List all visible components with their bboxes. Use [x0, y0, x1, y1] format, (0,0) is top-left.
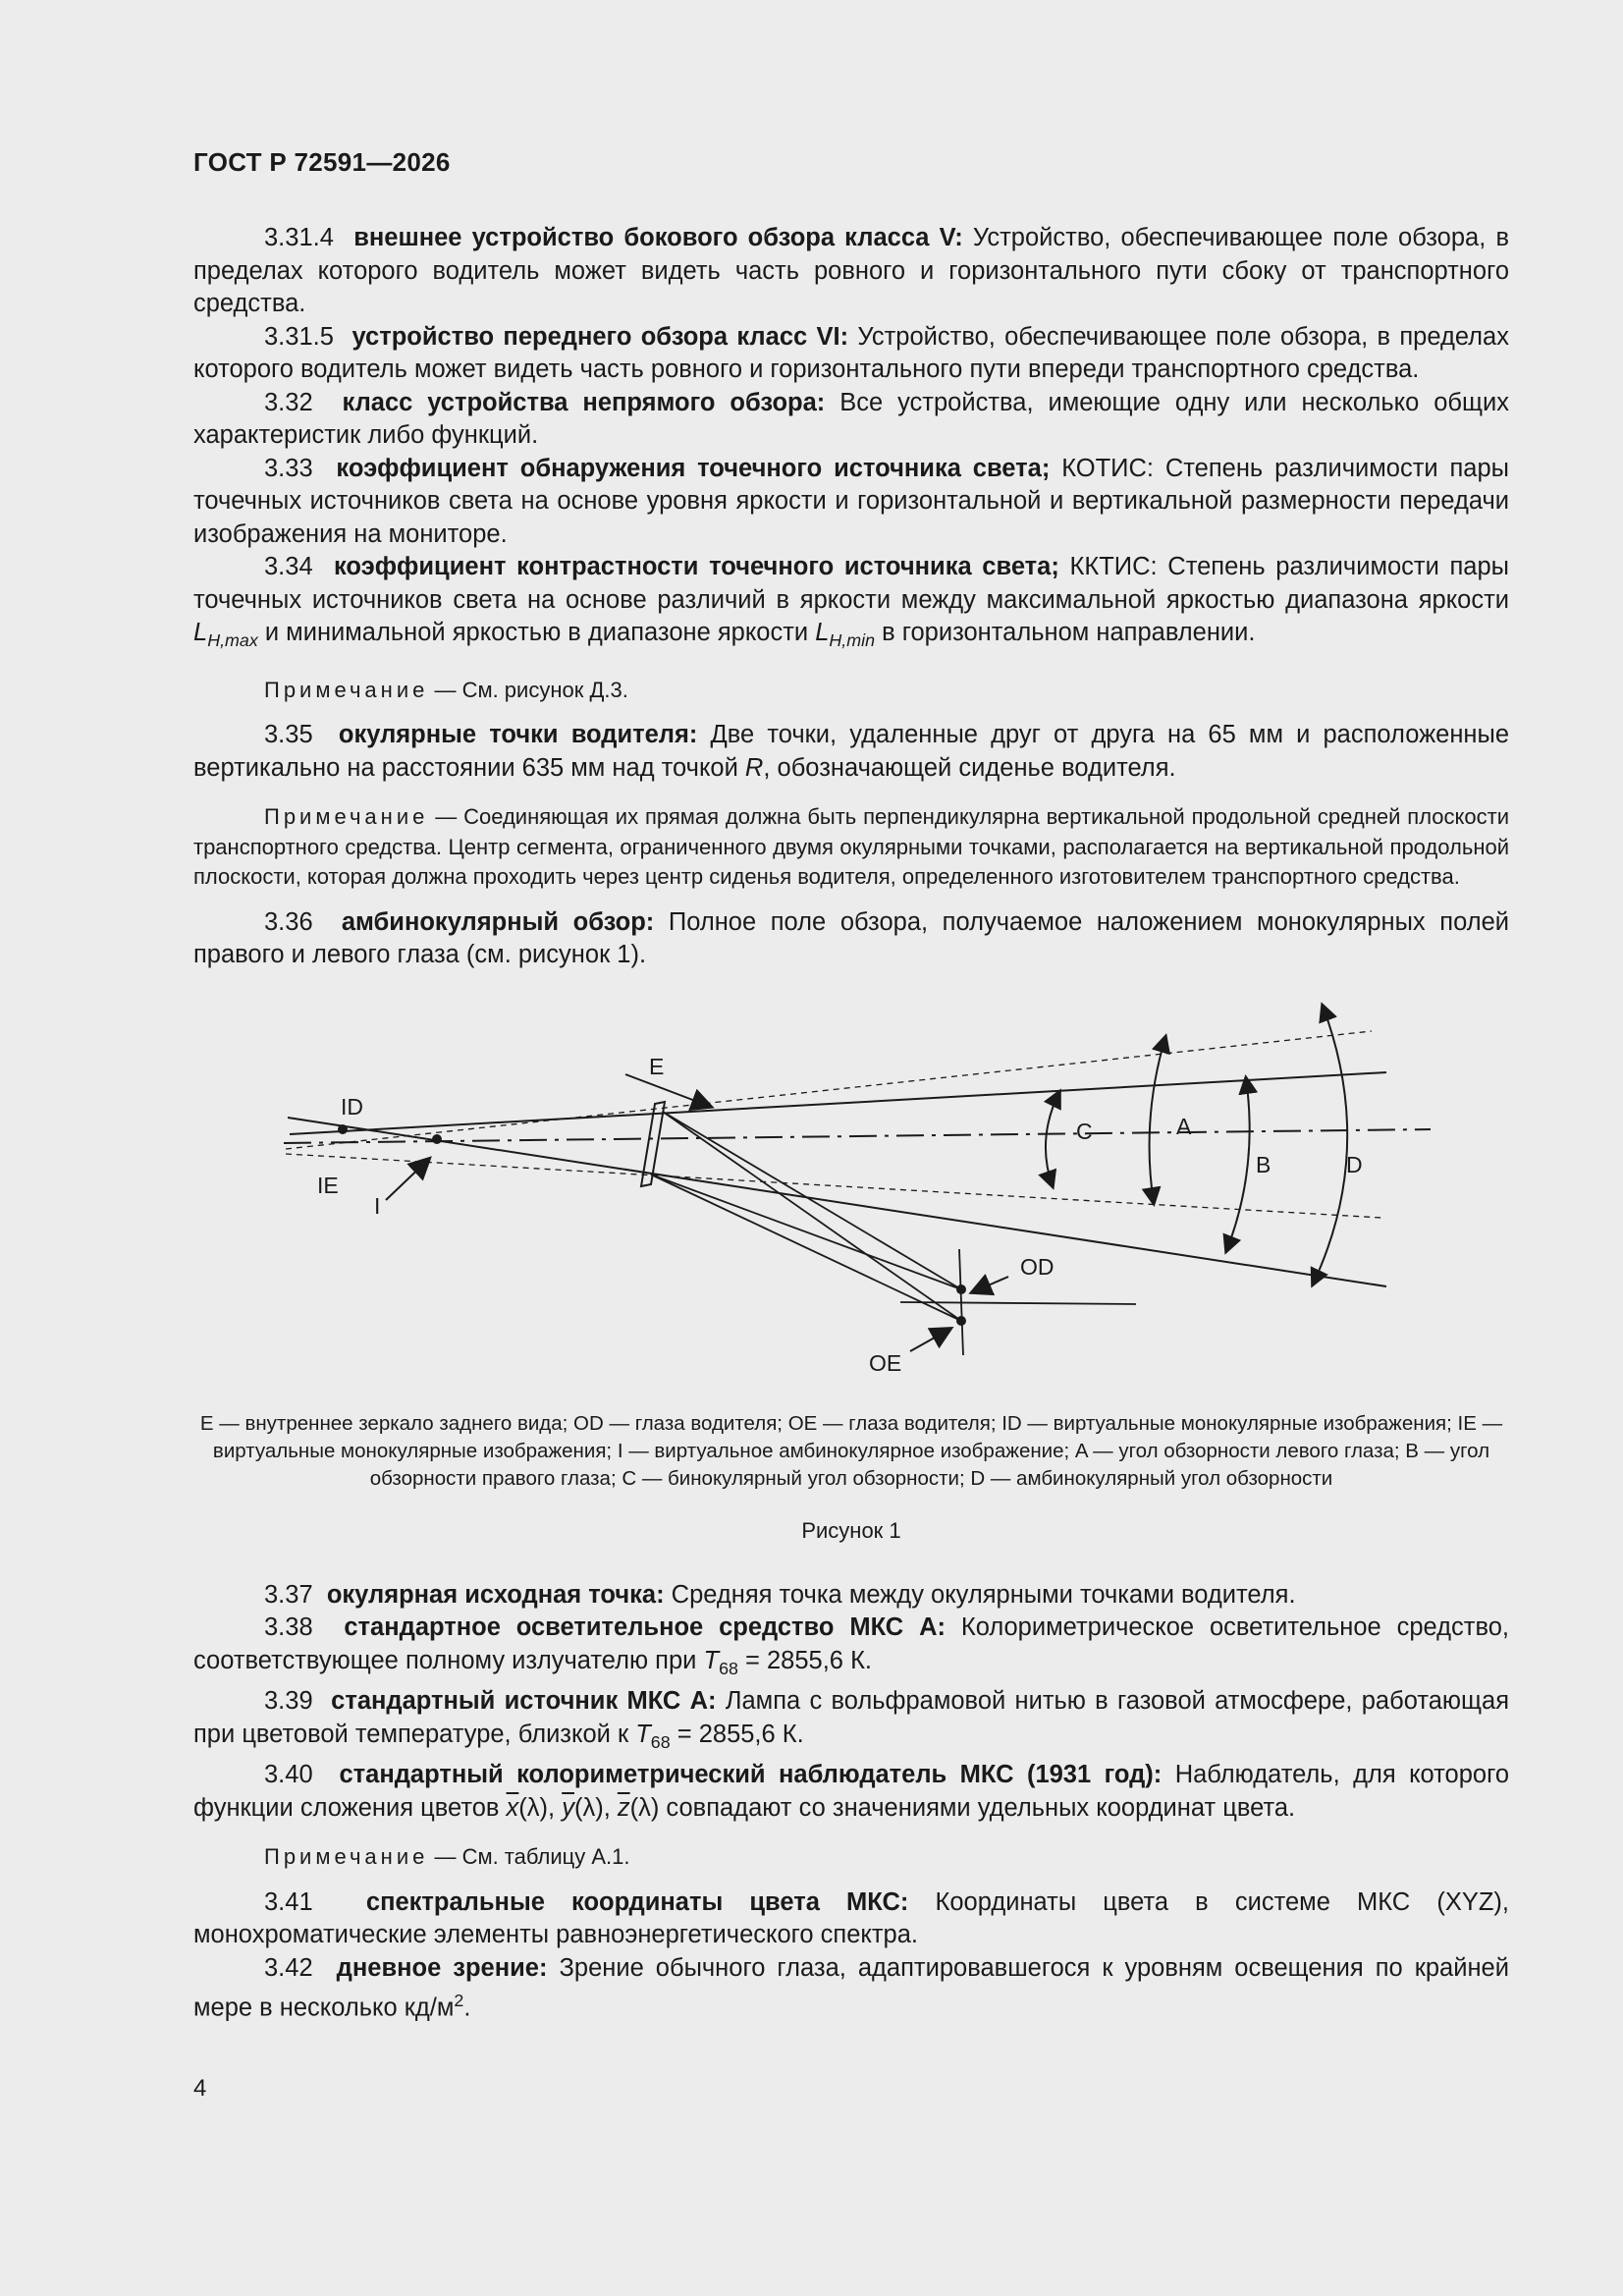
angle-b-arc — [1226, 1078, 1250, 1251]
clause-text: = 2855,6 К. — [670, 1720, 804, 1748]
temperature-subscript: 68 — [719, 1658, 738, 1678]
clause-text: Зрение обычного глаза, адаптировавшегося к уровням освещения по крайней мере в несколько кд/м — [193, 1953, 1509, 2022]
clause-term: дневное зрение: — [336, 1953, 548, 1982]
note-3 — [193, 1842, 1509, 1873]
point-od — [956, 1285, 966, 1294]
clause-text: Полное поле обзора, получаемое наложением монокулярных полей правого и левого глаза (см. рисунок 1). — [193, 907, 1509, 969]
center-axis — [284, 1129, 1431, 1143]
clause-number: 3.42 — [264, 1953, 313, 1982]
angle-a-arc — [1150, 1037, 1165, 1203]
clause-text: и минимальной яркостью в диапазоне яркости — [257, 619, 816, 646]
note-text: — Соединяющая их прямая должна быть перпендикулярна вертикальной продольной средней плоскости транспортного средства. Центр сегмента, ограниченного двумя окулярными точками, располагается на вертикальной продольной плоскости, которая должна проходить через центр сиденья водителя, определенного изготовителем транспортного средства. — [193, 804, 1509, 890]
clause-3-41 — [193, 1886, 1509, 1952]
upper-ray — [290, 1072, 1386, 1134]
luminance-symbol: L — [193, 619, 208, 646]
clause-3-34 — [193, 551, 1509, 658]
luminance-max-subscript: H,max — [207, 630, 258, 651]
lambda: (λ) — [518, 1793, 549, 1822]
clause-3-36 — [193, 906, 1509, 972]
clause-number: 3.38 — [264, 1613, 313, 1642]
field-of-view-diagram — [193, 992, 1509, 1394]
clause-3-38 — [193, 1612, 1509, 1685]
clause-term: спектральные координаты цвета МКС: — [365, 1887, 909, 1916]
temperature-symbol: T — [703, 1646, 720, 1674]
clause-3-40: 3.40 стандартный колориметрический наблюдатель МКС (1931 год): Наблюдатель, для которого функции сложения цветов $\overline{x}(\lambda)$, $\overline{y}(\lambda)$, $\overline{z}(\lambda)$ совпадают со значениями удельных координат цвета. — [193, 1761, 1509, 1822]
label-i: I — [374, 1192, 381, 1219]
label-id: ID — [341, 1093, 363, 1120]
label-oe: OE — [869, 1349, 902, 1376]
clause-number: 3.37 — [264, 1580, 313, 1609]
clause-term: коэффициент контрастности точечного источника света; — [333, 553, 1059, 580]
clause-number: 3.31.4 — [264, 224, 334, 251]
temperature-subscript: 68 — [650, 1731, 671, 1752]
clause-text: Устройство, обеспечивающее поле обзора, в пределах которого водитель может видеть часть ровного и горизонтального пути сбоку от транспортного средства. — [193, 224, 1509, 317]
note-2 — [193, 802, 1509, 893]
pointer-oe — [910, 1329, 950, 1351]
clause-term: внешнее устройство бокового обзора класса V: — [353, 224, 963, 251]
clause-number: 3.41 — [264, 1887, 313, 1916]
note-label: Примечание — [264, 1844, 429, 1870]
clause-term: стандартный источник МКС А: — [331, 1687, 717, 1716]
clause-term: стандартное осветительное средство МКС А: — [344, 1613, 946, 1642]
clause-text: ККТИС: Степень различимости пары точечных источников света на основе различий в яркости между максимальной яркостью диапазона яркости — [193, 553, 1509, 614]
clause-term: окулярная исходная точка: — [326, 1580, 665, 1609]
note-text: — См. рисунок Д.3. — [428, 677, 628, 702]
figure-1-diagram — [193, 992, 1509, 1394]
point-id — [338, 1124, 348, 1134]
label-ie: IE — [317, 1172, 339, 1198]
temperature-symbol: T — [635, 1720, 651, 1748]
clause-text: Средняя точка между окулярными точками водителя. — [664, 1580, 1296, 1609]
label-e: E — [649, 1053, 665, 1079]
page-number: 4 — [193, 2075, 207, 2102]
figure-caption: Рисунок 1 — [801, 1517, 901, 1543]
label-d: D — [1346, 1151, 1363, 1177]
point-r-symbol: R — [744, 753, 764, 782]
point-oe — [956, 1316, 966, 1326]
point-i — [432, 1134, 442, 1144]
clause-text: Координаты цвета в системе МКС (XYZ), монохроматические элементы равноэнергетического спектра. — [193, 1887, 1510, 1949]
clause-number: 3.33 — [264, 454, 313, 482]
note-label: Примечание — [264, 677, 429, 702]
document-header: ГОСТ Р 72591—2026 — [193, 147, 451, 177]
luminance-symbol: L — [815, 619, 830, 646]
clause-3-31-5 — [193, 321, 1509, 387]
eye-ray-3 — [663, 1112, 961, 1321]
superscript: 2 — [454, 1991, 464, 2011]
z-bar-symbol: $\overline{z}$ — [617, 1793, 630, 1822]
clause-number: 3.34 — [264, 553, 313, 580]
clause-number: 3.40 — [264, 1761, 313, 1789]
clause-text: = 2855,6 К. — [737, 1646, 873, 1674]
pointer-i — [386, 1159, 429, 1200]
clause-3-35 — [193, 719, 1509, 785]
clause-3-39 — [193, 1685, 1509, 1759]
dashed-upper-ray — [286, 1031, 1372, 1149]
angle-c-arc — [1046, 1092, 1059, 1186]
lambda: (λ) — [573, 1793, 604, 1822]
clause-text: , обозначающей сиденье водителя. — [763, 753, 1176, 782]
clause-text: в горизонтальном направлении. — [875, 619, 1256, 646]
lambda: (λ) — [629, 1793, 660, 1822]
figure-legend: E — внутреннее зеркало заднего вида; OD — глаза водителя; OE — глаза водителя; ID — виртуальные монокулярные изображения; IE — виртуальные монокулярные изображения; I — виртуальное амбинокулярное изображение; A — угол обзорности левого глаза; B — угол обзорности правого глаза; C — бинокулярный угол обзорности; D — амбинокулярный угол обзорности — [199, 1411, 1503, 1490]
luminance-min-subscript: H,min — [829, 630, 876, 651]
angle-d-arc — [1313, 1006, 1347, 1285]
clause-text: Наблюдатель, для которого функции сложения цветов — [193, 1761, 1509, 1822]
clause-3-31-4 — [193, 222, 1509, 321]
clause-number: 3.36 — [264, 907, 313, 936]
label-c: C — [1076, 1118, 1093, 1144]
clause-term: окулярные точки водителя: — [338, 721, 698, 749]
eye-ray-2 — [651, 1175, 961, 1289]
page-body — [193, 222, 1509, 2025]
clause-number: 3.32 — [264, 388, 313, 416]
clause-3-33 — [193, 453, 1509, 552]
label-b: B — [1256, 1151, 1271, 1177]
clause-3-32 — [193, 387, 1509, 453]
pointer-e — [625, 1074, 711, 1107]
clause-term: класс устройства непрямого обзора: — [342, 388, 826, 416]
lower-ray — [288, 1118, 1386, 1286]
note-label: Примечание — [264, 804, 429, 830]
clause-term: амбинокулярный обзор: — [341, 907, 655, 936]
note-1 — [193, 676, 1509, 706]
pointer-od — [972, 1277, 1008, 1292]
clause-number: 3.39 — [264, 1687, 313, 1716]
clause-3-42: 3.42 дневное зрение: Зрение обычного глаза, адаптировавшегося к уровням освещения по крайней мере в несколько $кд/м^2$. — [193, 1953, 1509, 2022]
dashed-lower-ray — [286, 1151, 1381, 1218]
note-text: — См. таблицу А.1. — [428, 1844, 630, 1870]
clause-number: 3.31.5 — [264, 322, 334, 351]
clause-text: Две точки, удаленные друг от друга на 65 мм и расположенные вертикально на расстоянии 635 мм над точкой — [193, 721, 1510, 782]
label-od: OD — [1020, 1253, 1055, 1280]
clause-text: Колориметрическое осветительное средство, соответствующее полному излучателю при — [193, 1613, 1509, 1674]
x-bar-symbol: $\overline{x}$ — [506, 1793, 519, 1822]
clause-number: 3.35 — [264, 721, 313, 749]
clause-text: совпадают со значениями удельных координат цвета. — [659, 1793, 1296, 1822]
clause-term: коэффициент обнаружения точечного источника света; — [336, 454, 1051, 482]
y-bar-symbol: $\overline{y}$ — [562, 1793, 574, 1822]
clause-text: Все устройства, имеющие одну или несколько общих характеристик либо функций. — [193, 388, 1509, 449]
clause-text: Устройство, обеспечивающее поле обзора, в пределах которого водитель может видеть часть ровного и горизонтального пути впереди транспортного средства. — [193, 322, 1509, 383]
clause-text: Лампа с вольфрамовой нитью в газовой атмосфере, работающая при цветовой температуре, близкой к — [193, 1687, 1510, 1748]
clause-3-37 — [193, 1579, 1509, 1613]
clause-text: КОТИС: Степень различимости пары точечных источников света на основе уровня яркости и горизонтальной и вертикальной размерности передачи изображения на мониторе. — [193, 454, 1509, 548]
label-a: A — [1176, 1113, 1192, 1139]
clause-term: устройство переднего обзора класс VI: — [352, 322, 849, 351]
clause-term: стандартный колориметрический наблюдатель МКС (1931 год): — [339, 1761, 1163, 1789]
